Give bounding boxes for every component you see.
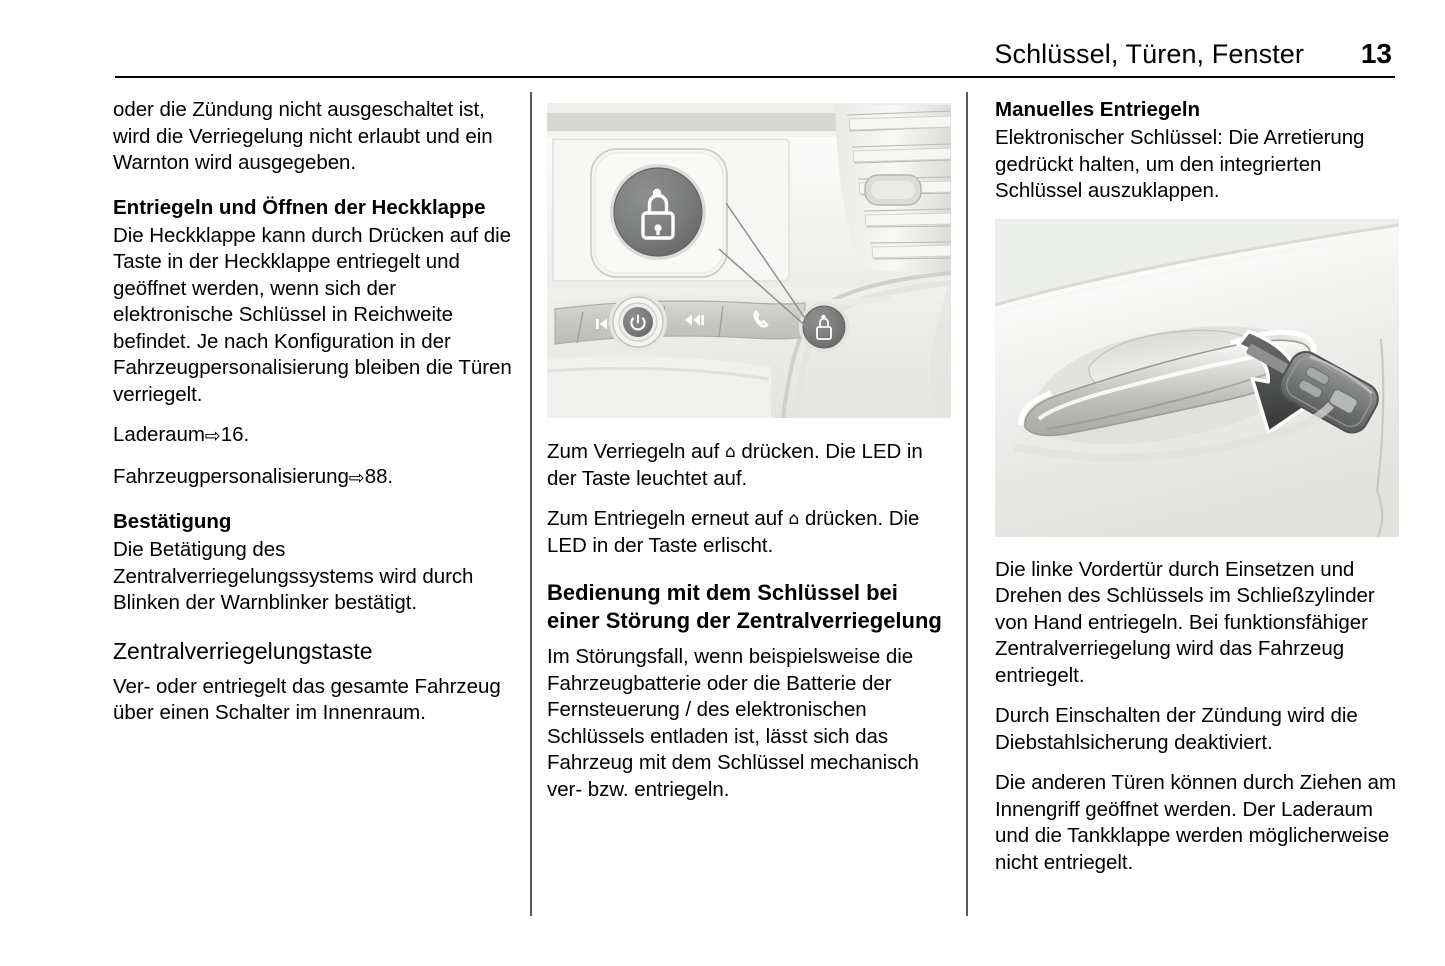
paragraph-lock-instruction [547,439,955,492]
padlock-icon: ⌂ [724,442,736,462]
cross-reference-personalisation-label: Fahrzeugpersonalisierung [113,464,349,488]
center-column [547,97,955,817]
cross-reference-personalisation [113,464,521,492]
header-divider-rule [115,76,1395,78]
page-number: 13 [1360,38,1392,69]
paragraph-unlock-instruction [547,506,955,559]
paragraph-central-locking-button: Ver- oder entriegelt das gesamte Fahrzeug über einen Schalter im Innenraum. [113,674,501,724]
figure-center-console [547,97,951,418]
chapter-title: Schlüssel, Türen, Fenster [994,39,1304,69]
paragraph-manual-unlocking: Elektronischer Schlüssel: Die Arretierung gedrückt halten, um den integrierten Schlüssel auszuklappen. [995,126,1365,202]
page-header [115,38,1395,80]
paragraph-unlock-pre: Zum Entriegeln erneut auf [547,507,783,530]
column-divider-right [966,92,968,916]
right-column [995,97,1403,890]
reference-arrow-icon: ⇨ [204,425,221,447]
heading-operation-with-key-malfunction: Bedienung mit dem Schlüssel bei einer Störung der Zentralverriegelung [547,580,942,633]
cross-reference-cargo-page: 16. [220,423,250,446]
paragraph-front-door-manual: Die linke Vordertür durch Einsetzen und Drehen des Schlüssels im Schließzylinder von Hand entriegeln. Bei funktionsfähiger Zentralverriegelung wird das Fahrzeug entriegelt. [995,557,1375,687]
heading-central-locking-button: Zentralverriegelungstaste [113,637,373,664]
paragraph-other-doors: Die anderen Türen können durch Ziehen am Innengriff geöffnet werden. Der Laderaum und die Tankklappe werden möglicherweise nicht entriegelt. [995,771,1397,874]
paragraph-unlock-post: drücken. Die LED in der Taste erlischt. [547,507,920,557]
paragraph-lock-post: drücken. Die LED in der Taste leuchtet auf. [547,440,923,490]
paragraph-confirmation: Die Betätigung des Zentralverriegelungssystems wird durch Blinken der Warnblinker bestätigt. [113,538,474,614]
padlock-icon: ⌂ [788,509,800,529]
paragraph-tailgate: Die Heckklappe kann durch Drücken auf die Taste in der Heckklappe entriegelt und geöffnet werden, wenn sich der elektronische Schlüssel in Reichweite befindet. Je nach Konfiguration in der Fahrzeugpersonalisierung bleiben die Türen verriegelt. [113,223,512,406]
column-divider-left [530,92,532,916]
cross-reference-personalisation-page: 88. [364,464,394,488]
paragraph-malfunction: Im Störungsfall, wenn beispielsweise die Fahrzeugbatterie oder die Batterie der Fernsteuerung / des elektronischen Schlüssels entladen ist, lässt sich das Fahrzeug mit dem Schlüssel mechanisch ver- bzw. entriegeln. [547,645,919,801]
paragraph-lock-pre: Zum Verriegeln auf [547,440,720,463]
paragraph-continued-ignition: oder die Zündung nicht ausgeschaltet ist, wird die Verriegelung nicht erlaubt und ein Warnton wird ausgegeben. [113,98,493,174]
cross-reference-cargo-label: Laderaum [113,423,205,446]
paragraph-ignition-immobiliser: Durch Einschalten der Zündung wird die Diebstahlsicherung deaktiviert. [995,704,1358,754]
heading-unlock-open-tailgate: Entriegeln und Öffnen der Heckklappe [113,195,486,219]
left-column [113,97,521,741]
reference-arrow-icon: ⇨ [348,466,365,489]
heading-confirmation: Bestätigung [113,510,232,533]
cross-reference-cargo-area [113,422,521,450]
heading-manual-unlocking: Manuelles Entriegeln [995,98,1201,121]
figure-door-handle-with-key [995,219,1399,537]
